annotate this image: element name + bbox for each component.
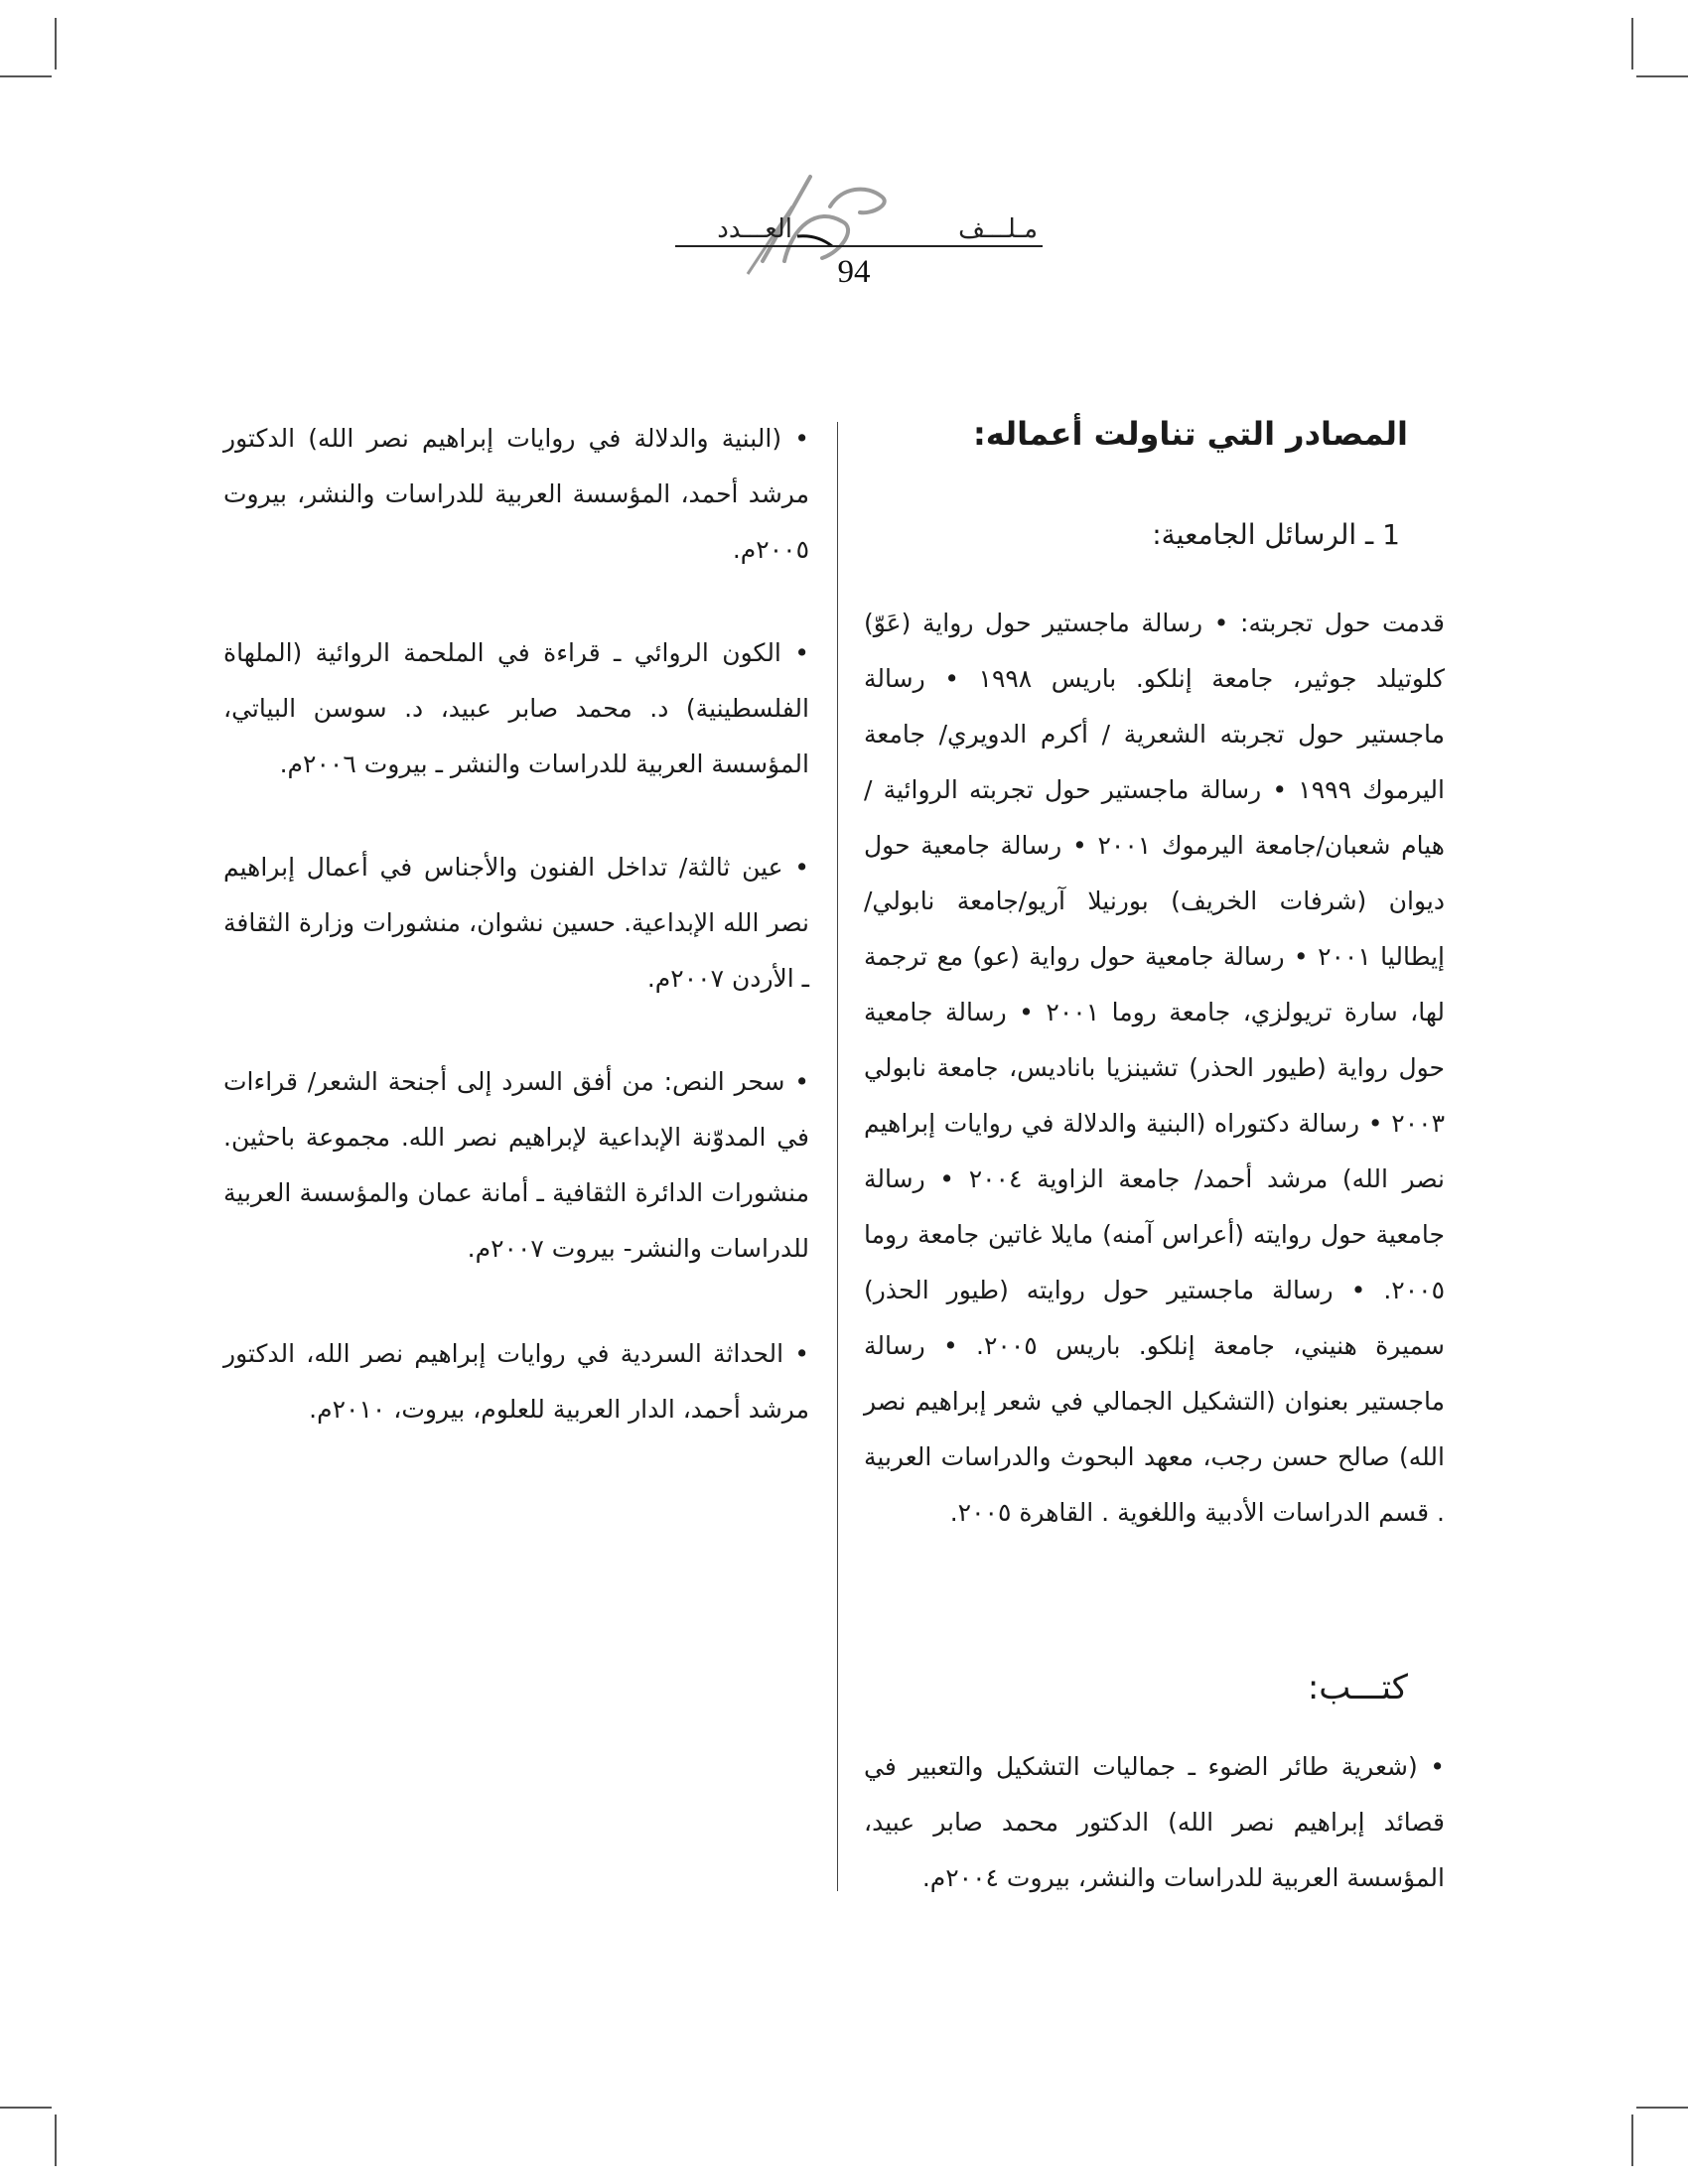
section-heading: المصادر التي تناولت أعماله: — [972, 415, 1408, 453]
theses-paragraph: قدمت حول تجربته: • رسالة ماجستير حول رواية (عَوّ) كلوتيلد جوثير، جامعة إنلكو. باريس ١٩٩٨ • رسالة ماجستير حول تجربته الشعرية / أكرم الدويري/ جامعة اليرموك ١٩٩٩ • رسالة ماجستير حول تجربته الروائية / هيام شعبان/جامعة اليرموك ٢٠٠١ • رسالة جامعية حول ديوان (شرفات الخريف) بورنيلا آريو/جامعة نابولي/ إيطاليا ٢٠٠١ • رسالة جامعية حول رواية (عو) مع ترجمة لها، سارة تريولزي، جامعة روما ٢٠٠١ • رسالة جامعية حول رواية (طيور الحذر) تشينزيا باناديس، جامعة نابولي ٢٠٠٣ • رسالة دكتوراه (البنية والدلالة في روايات إبراهيم نصر الله) مرشد أحمد/ جامعة الزاوية ٢٠٠٤ • رسالة جامعية حول روايته (أعراس آمنه) مايلا غاتين جامعة روما ٢٠٠٥. • رسالة ماجستير حول روايته (طيور الحذر) سميرة هنيني، جامعة إنلكو. باريس ٢٠٠٥. • رسالة ماجستير بعنوان (التشكيل الجمالي في شعر إبراهيم نصر الله) صالح حسن رجب، معهد البحوث والدراسات العربية . قسم الدراسات الأدبية واللغوية . القاهرة ٢٠٠٥. — [864, 609, 1446, 1527]
crop-mark-bottom-left-h — [0, 2107, 52, 2109]
crop-mark-bottom-right — [1631, 2115, 1633, 2166]
subsection-heading-books: كتـــب: — [1307, 1668, 1408, 1707]
header-file-word: مـلـــف — [958, 214, 1038, 244]
crop-mark-bottom-left — [55, 2115, 57, 2166]
book-entry: • الحداثة السردية في روايات إبراهيم نصر الله، الدكتور مرشد أحمد، الدار العربية للعلوم، بيروت، ٢٠١٠م. — [223, 1339, 809, 1424]
crop-mark-top-right — [1631, 18, 1633, 69]
book-entry: • (البنية والدلالة في روايات إبراهيم نصر الله) الدكتور مرشد أحمد، المؤسسة العربية للدراسات والنشر، بيروت ٢٠٠٥م. — [223, 424, 809, 564]
running-header — [635, 159, 1053, 308]
header-issue-word: العـــدد — [717, 214, 792, 244]
column-divider — [837, 422, 838, 1891]
crop-mark-bottom-right-h — [1636, 2107, 1688, 2109]
subsection-heading-theses: 1 ـ الرسائل الجامعية: — [1152, 518, 1400, 551]
book-entry: • (شعرية طائر الضوء ـ جماليات التشكيل والتعبير في قصائد إبراهيم نصر الله) الدكتور محمد صابر عبيد، المؤسسة العربية للدراسات والنشر، بيروت ٢٠٠٤م. — [864, 1752, 1445, 1892]
book-entry: • الكون الروائي ـ قراءة في الملحمة الروائية (الملهاة الفلسطينية) د. محمد صابر عبيد، د. سوسن البياتي، المؤسسة العربية للدراسات والنشر ـ بيروت ٢٠٠٦م. — [223, 638, 809, 778]
crop-mark-top-right-h — [1636, 75, 1688, 77]
book-entry: • عين ثالثة/ تداخل الفنون والأجناس في أعمال إبراهيم نصر الله الإبداعية. حسين نشوان، منشورات وزارة الثقافة ـ الأردن ٢٠٠٧م. — [223, 853, 809, 993]
crop-mark-top-left-h — [0, 75, 52, 77]
header-rule — [675, 245, 1043, 247]
book-entry: • سحر النص: من أفق السرد إلى أجنحة الشعر/ قراءات في المدوّنة الإبداعية لإبراهيم نصر الله. مجموعة باحثين. منشورات الدائرة الثقافية ـ أمانة عمان والمؤسسة العربية للدراسات والنشر- بيروت ٢٠٠٧م. — [223, 1067, 809, 1263]
page-number: 94 — [837, 254, 871, 290]
crop-mark-top-left — [55, 18, 57, 69]
